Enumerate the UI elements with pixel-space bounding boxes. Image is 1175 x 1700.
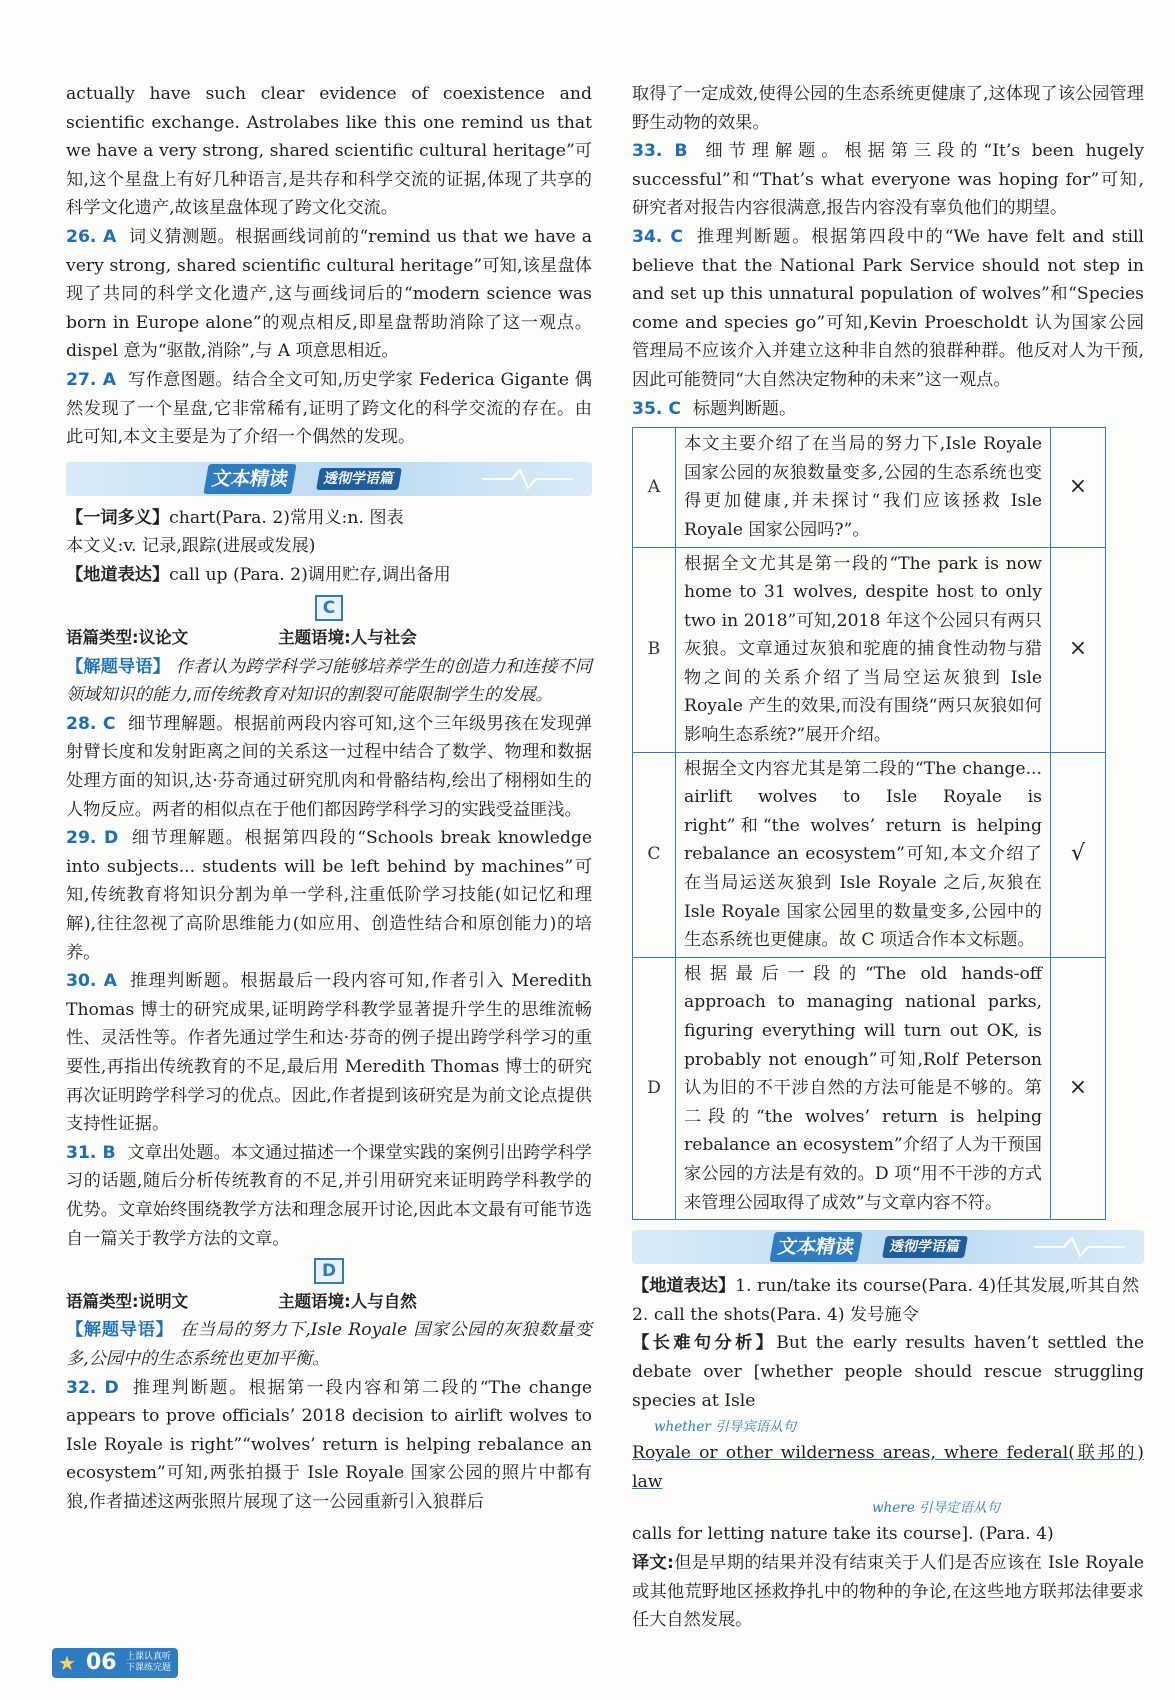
section-c-letter: C (315, 595, 343, 621)
translation-label: 译文: (632, 1552, 674, 1573)
answer-29-number: 29. D (66, 828, 119, 849)
banner-2-subtitle: 透彻学语篇 (882, 1236, 968, 1258)
answer-26-number: 26. A (66, 226, 117, 247)
answer-32 (66, 1374, 592, 1517)
table-row (633, 752, 1106, 957)
vocab-expression-2-label: 【地道表达】 (632, 1276, 736, 1297)
section-d-theme: 主题语境:人与自然 (278, 1291, 417, 1311)
section-banner-1 (66, 462, 592, 496)
long-sentence-line-2: Royale or other wilderness areas, where federal(联邦的) law (632, 1443, 1144, 1492)
section-d-letter: D (314, 1258, 344, 1284)
answer-33-number: 33. B (632, 141, 688, 162)
section-c-guide (66, 653, 592, 710)
answer-30 (66, 967, 592, 1139)
section-d-marker (66, 1257, 592, 1286)
long-sentence-line-1: But the early results haven’t settled the debate over [whether people should rescue struggling species at Isle (632, 1333, 1144, 1411)
option-text: 根据最后一段的“The old hands-off approach to managing national parks, figuring everything will turn out OK, is probably not enough”可知,Rolf Peterson 认为旧的不干涉自然的方法可能是不够的。第二段的“the wolves’ return is helping rebalance an ecosystem”介绍了人为干预国家公园的方法是有效的。D 项“用不干涉的方式来管理公园取得了成效”与文章内容不符。 (676, 957, 1051, 1219)
section-c-guide-label: 【解题导语】 (66, 656, 171, 677)
option-label: A (633, 428, 676, 547)
right-column (632, 80, 1144, 1635)
long-sentence-line-3: calls for letting nature take its course]. (Para. 4) (632, 1524, 1054, 1545)
answer-33 (632, 137, 1144, 223)
intro-paragraph: actually have such clear evidence of coexistence and scientific exchange. Astrolabes like this one remind us that we have a very strong, shared scientific cultural heritage”可知,这个星盘上有好几种语言,是共存和科学交流的证据,体现了共享的科学文化遗产,故该星盘体现了跨文化交流。 (66, 84, 592, 219)
answer-27 (66, 366, 592, 452)
answer-28-text: 细节理解题。根据前两段内容可知,这个三年级男孩在发现弹射臂长度和发射距离之间的关系这一过程中结合了数学、物理和数据处理方面的知识,达·芬奇通过研究肌肉和骨骼结构,绘出了栩栩如生的人物反应。两者的相似点在于他们都因跨学科学习的实践受益匪浅。 (66, 713, 592, 820)
section-d-type: 语篇类型:说明文 (66, 1291, 189, 1311)
translation-text: 但是早期的结果并没有结束关于人们是否应该在 Isle Royale 或其他荒野地区拯救挣扎中的物种的争论,在这些地方联邦法律要求任大自然发展。 (632, 1552, 1144, 1631)
answer-30-number: 30. A (66, 971, 117, 992)
section-d-guide-text: 在当局的努力下,Isle Royale 国家公园的灰狼数量变多,公园中的生态系统也更加平衡。 (66, 1320, 592, 1369)
table-row (633, 957, 1106, 1219)
option-label: C (633, 752, 676, 957)
vocab-expression-2-text: 1. run/take its course(Para. 4)任其发展,听其自然 (735, 1276, 1140, 1297)
vocab-polysemy-text: chart(Para. 2)常用义:n. 图表 (169, 507, 404, 528)
answer-35-number: 35. C (632, 398, 682, 419)
section-c-theme: 主题语境:人与社会 (278, 628, 417, 648)
vocab-polysemy-label: 【一词多义】 (66, 507, 170, 528)
continued-paragraph: 取得了一定成效,使得公园的生态系统更健康了,这体现了该公园管理野生动物的效果。 (632, 84, 1144, 133)
long-sentence-label: 【长难句分析】 (632, 1333, 777, 1354)
wave-decoration-icon (1034, 1236, 1124, 1258)
option-text: 根据全文内容尤其是第二段的“The change... airlift wolves to Isle Royale is right”和“the wolves’ return is helping rebalance an ecosystem”可知,本文介绍了在当局运送灰狼到 Isle Royale 之后,灰狼在 Isle Royale 国家公园里的数量变多,公园中的生态系统也更健康。故 C 项适合作本文标题。 (676, 752, 1051, 957)
option-label: B (633, 547, 676, 752)
answer-28-number: 28. C (66, 713, 116, 734)
section-banner-2 (632, 1230, 1144, 1264)
answer-32-text: 推理判断题。根据第一段内容和第二段的“The change appears to prove officials’ 2018 decision to airlift wolves to Isle Royale is right”“wolves’ return is helping rebalance an ecosystem”可知,两张拍摄于 Isle Royale 国家公园的照片中都有狼,作者描述这两张照片展现了这一公园重新引入狼群后 (66, 1377, 592, 1512)
vocab-expression-text: call up (Para. 2)调用贮存,调出备用 (169, 564, 451, 585)
vocab-expression (66, 561, 592, 590)
vocab-expression-2 (632, 1272, 1144, 1301)
answer-31-text: 文章出处题。本文通过描述一个课堂实践的案例引出跨学科学习的话题,随后分析传统教育的不足,并引用研究来证明跨学科教学的优势。文章始终围绕教学方法和理念展开讨论,因此本文最有可能节选自一篇关于教学方法的文章。 (66, 1142, 592, 1249)
answer-31-number: 31. B (66, 1142, 116, 1163)
wave-decoration-icon (482, 468, 572, 490)
answer-34-text: 推理判断题。根据第四段中的“We have felt and still believe that the National Park Service should not step in and set up this unnatural population of wolves”和“Species come and species go”可知,Kevin Proescholdt 认为国家公园管理局不应该介入并建立这种非自然的狼群种群。他反对人为干预,因此可能赞同“大自然决定物种的未来”这一观点。 (632, 226, 1145, 390)
star-icon: ★ (58, 1651, 76, 1675)
option-label: D (633, 957, 676, 1219)
answer-35 (632, 395, 1144, 424)
answer-30-text: 推理判断题。根据最后一段内容可知,作者引入 Meredith Thomas 博士的研究成果,证明跨学科教学显著提升学生的思维流畅性、灵活性等。作者先通过学生和达·芬奇的例子提出跨学科学习的重要性,再指出传统教育的不足,最后用 Meredith Thomas 博士的研究再次证明跨学科学习的优点。因此,作者提到该研究是为前文论点提供支持性证据。 (66, 971, 593, 1135)
answer-34 (632, 223, 1144, 395)
banner-1-title: 文本精读 (203, 464, 296, 494)
section-c-guide-text: 作者认为跨学科学习能够培养学生的创造力和连接不同领域知识的能力,而传统教育对知识的割裂可能限制学生的发展。 (66, 656, 592, 706)
answer-35-text: 标题判断题。 (693, 398, 797, 419)
grammar-note-1: whether 引导宾语从句 (654, 1419, 797, 1436)
check-icon: √ (1051, 752, 1106, 957)
grammar-note-2: where 引导定语从句 (872, 1500, 1000, 1517)
table-row (633, 428, 1106, 547)
answer-27-number: 27. A (66, 369, 116, 390)
cross-icon: × (1051, 547, 1106, 752)
option-text: 本文主要介绍了在当局的努力下,Isle Royale 国家公园的灰狼数量变多,公园的生态系统也变得更加健康,并未探讨“我们应该拯救 Isle Royale 国家公园吗?”。 (676, 428, 1051, 547)
section-d-guide (66, 1316, 592, 1373)
footer-slogan-1: 上课认真听 (126, 1652, 172, 1662)
translation (632, 1549, 1144, 1635)
vocab-polysemy (66, 504, 592, 533)
section-c-type: 语篇类型:议论文 (66, 628, 189, 648)
page-number-badge (52, 1648, 178, 1678)
answer-31 (66, 1139, 592, 1253)
cross-icon: × (1051, 957, 1106, 1219)
vocab-polysemy-2: 本文义:v. 记录,跟踪(进展或发展) (66, 536, 316, 557)
banner-2-title: 文本精读 (769, 1232, 862, 1262)
section-c-marker (66, 594, 592, 623)
section-d-guide-label: 【解题导语】 (66, 1320, 174, 1341)
long-sentence (632, 1329, 1144, 1415)
section-d-meta (66, 1288, 592, 1317)
footer-slogan-2: 下课练完题 (126, 1663, 172, 1673)
cross-icon: × (1051, 428, 1106, 547)
answer-32-number: 32. D (66, 1377, 119, 1398)
page-number: 06 (86, 1650, 117, 1675)
banner-1-subtitle: 透彻学语篇 (316, 468, 402, 490)
section-c-meta (66, 624, 592, 653)
footer-slogan (126, 1652, 171, 1674)
answer-29-text: 细节理解题。根据第四段的“Schools break knowledge into subjects... students will be left behind by machines”可知,传统教育将知识分割为单一学科,注重低阶学习技能(如记忆和理解),往往忽视了高阶思维能力(如应用、创造性结合和原创能力)的培养。 (66, 828, 593, 963)
answer-26 (66, 223, 592, 366)
answer-26-text: 词义猜测题。根据画线词前的“remind us that we have a very strong, shared scientific cultural heritage”可知,该星盘体现了共同的科学文化遗产,这与画线词后的“modern science was born in Europe alone”的观点相反,即星盘帮助消除了这一观点。dispel 意为“驱散,消除”,与 A 项意思相近。 (66, 226, 592, 362)
vocab-expression-label: 【地道表达】 (66, 564, 170, 585)
answer-28 (66, 710, 592, 824)
option-analysis-table (632, 427, 1106, 1220)
answer-34-number: 34. C (632, 226, 683, 247)
answer-33-text: 细节理解题。根据第三段的“It’s been hugely successful”和“That’s what everyone was hoping for”可知,研究者对报告内容很满意,报告内容没有辜负他们的期望。 (632, 141, 1144, 219)
answer-27-text: 写作意图题。结合全文可知,历史学家 Federica Gigante 偶然发现了一个星盘,它非常稀有,证明了跨文化的科学交流的存在。由此可知,本文主要是为了介绍一个偶然的发现。 (66, 369, 592, 448)
option-text: 根据全文尤其是第一段的“The park is now home to 31 wolves, despite host to only two in 2018”可知,2018 年这个公园只有两只灰狼。文章通过灰狼和驼鹿的捕食性动物与猎物之间的关系介绍了当局空运灰狼到 Isle Royale 产生的效果,而没有围绕“两只灰狼如何影响生态系统?”展开介绍。 (676, 547, 1051, 752)
left-column (66, 80, 592, 1517)
vocab-expression-2b: 2. call the shots(Para. 4) 发号施令 (632, 1304, 919, 1325)
answer-29 (66, 824, 592, 967)
table-row (633, 547, 1106, 752)
